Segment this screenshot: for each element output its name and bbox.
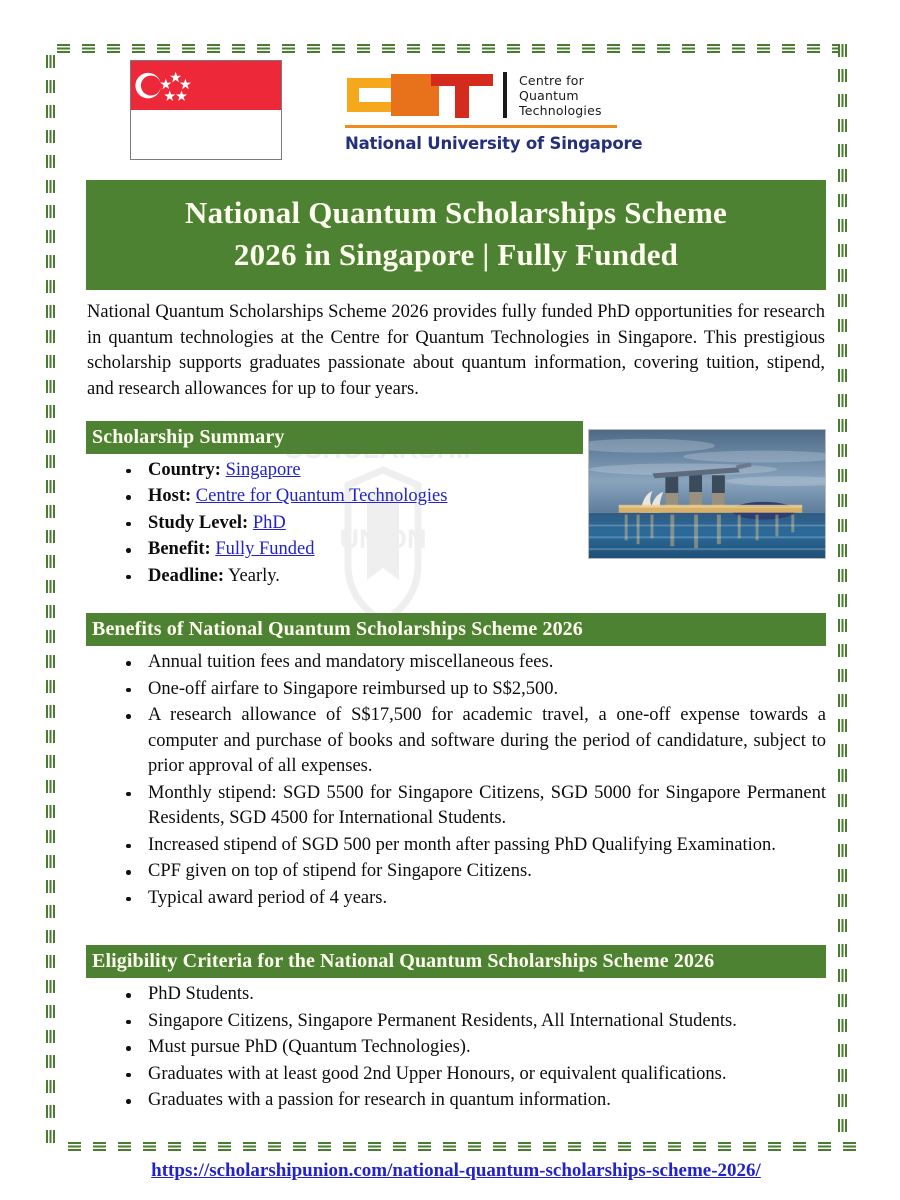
border-segment xyxy=(46,330,55,343)
border-segment xyxy=(46,680,55,693)
border-segment xyxy=(82,44,95,53)
border-segment xyxy=(838,494,847,507)
border-segment xyxy=(46,905,55,918)
border-segment xyxy=(838,894,847,907)
border-segment xyxy=(46,55,55,68)
border-segment xyxy=(838,1119,847,1132)
summary-value-link[interactable]: PhD xyxy=(252,512,286,533)
section-heading-benefits: Benefits of National Quantum Scholarships Scheme 2026 xyxy=(86,613,826,646)
border-segment xyxy=(838,144,847,157)
border-segment xyxy=(557,44,570,53)
summary-label: Country: xyxy=(148,459,221,480)
cqt-logo-block xyxy=(345,60,642,153)
decorative-border-top xyxy=(57,44,847,53)
border-segment xyxy=(46,580,55,593)
border-segment xyxy=(838,544,847,557)
border-segment xyxy=(46,1080,55,1093)
border-segment xyxy=(838,794,847,807)
border-segment xyxy=(707,44,720,53)
border-segment xyxy=(657,44,670,53)
cqt-tagline-line3: Technologies xyxy=(519,102,602,118)
border-segment xyxy=(46,305,55,318)
border-segment xyxy=(46,755,55,768)
border-segment xyxy=(307,44,320,53)
border-segment xyxy=(46,80,55,93)
border-segment xyxy=(838,344,847,357)
border-segment xyxy=(46,405,55,418)
border-segment xyxy=(46,880,55,893)
border-segment xyxy=(532,44,545,53)
border-segment xyxy=(607,44,620,53)
border-segment xyxy=(838,169,847,182)
border-segment xyxy=(838,469,847,482)
border-segment xyxy=(46,380,55,393)
border-segment xyxy=(807,44,820,53)
benefits-section xyxy=(86,613,826,911)
border-segment xyxy=(838,1019,847,1032)
border-segment xyxy=(838,394,847,407)
border-segment xyxy=(632,44,645,53)
border-segment xyxy=(68,1142,81,1151)
border-segment xyxy=(232,44,245,53)
border-segment xyxy=(838,69,847,82)
border-segment xyxy=(838,869,847,882)
border-segment xyxy=(46,505,55,518)
list-item: Graduates with at least good 2nd Upper Honours, or equivalent qualifications. xyxy=(148,1062,826,1088)
border-segment xyxy=(157,44,170,53)
summary-label: Host: xyxy=(148,486,192,506)
border-segment xyxy=(838,1069,847,1082)
border-segment xyxy=(282,44,295,53)
summary-value-link[interactable]: Fully Funded xyxy=(215,539,315,559)
list-item: Singapore Citizens, Singapore Permanent Residents, All International Students. xyxy=(148,1009,826,1035)
section-heading-summary: Scholarship Summary xyxy=(86,421,583,454)
border-segment xyxy=(838,919,847,932)
list-item xyxy=(148,458,826,484)
list-item: Must pursue PhD (Quantum Technologies). xyxy=(148,1035,826,1061)
border-segment xyxy=(46,1055,55,1068)
border-segment xyxy=(132,44,145,53)
border-segment xyxy=(838,219,847,232)
border-segment xyxy=(838,594,847,607)
cqt-tagline-line1: Centre for xyxy=(519,72,584,88)
border-segment xyxy=(838,994,847,1007)
border-segment xyxy=(46,155,55,168)
border-segment xyxy=(46,605,55,618)
border-segment xyxy=(107,44,120,53)
decorative-border-left xyxy=(46,55,55,1145)
border-segment xyxy=(782,44,795,53)
list-item xyxy=(148,564,826,590)
border-segment xyxy=(46,1105,55,1118)
border-segment xyxy=(46,830,55,843)
border-segment xyxy=(838,519,847,532)
eligibility-list xyxy=(86,982,826,1114)
singapore-flag-icon xyxy=(130,60,282,160)
summary-label: Deadline: xyxy=(148,565,225,586)
border-segment xyxy=(46,655,55,668)
border-segment xyxy=(46,430,55,443)
summary-label: Benefit: xyxy=(148,539,211,559)
summary-value-link[interactable]: Centre for Quantum Technologies xyxy=(195,486,448,506)
list-item: Graduates with a passion for research in quantum information. xyxy=(148,1088,826,1114)
list-item: CPF given on top of stipend for Singapore Citizens. xyxy=(148,859,826,885)
border-segment xyxy=(732,44,745,53)
watermark-line2: UNION xyxy=(339,524,427,554)
border-segment xyxy=(838,419,847,432)
border-segment xyxy=(838,744,847,757)
border-segment xyxy=(838,769,847,782)
header-logos xyxy=(86,60,826,172)
section-heading-eligibility: Eligibility Criteria for the National Quantum Scholarships Scheme 2026 xyxy=(86,945,826,978)
border-segment xyxy=(838,819,847,832)
border-segment xyxy=(838,294,847,307)
border-segment xyxy=(46,355,55,368)
list-item: PhD Students. xyxy=(148,982,826,1008)
border-segment xyxy=(838,719,847,732)
border-segment xyxy=(46,255,55,268)
document-content xyxy=(86,60,826,1182)
border-segment xyxy=(507,44,520,53)
border-segment xyxy=(46,1130,55,1143)
border-segment xyxy=(46,855,55,868)
border-segment xyxy=(838,119,847,132)
border-segment xyxy=(46,180,55,193)
list-item xyxy=(148,511,826,537)
border-segment xyxy=(838,1094,847,1107)
cqt-logo-divider xyxy=(503,72,507,118)
border-segment xyxy=(46,980,55,993)
border-segment xyxy=(46,230,55,243)
border-segment xyxy=(46,705,55,718)
cqt-tagline xyxy=(519,73,602,118)
source-url xyxy=(86,1160,826,1182)
border-segment xyxy=(57,44,70,53)
list-item: Annual tuition fees and mandatory miscellaneous fees. xyxy=(148,650,826,676)
border-segment xyxy=(46,630,55,643)
cqt-orange-rule xyxy=(345,125,617,128)
border-segment xyxy=(46,105,55,118)
border-segment xyxy=(838,644,847,657)
border-segment xyxy=(838,269,847,282)
border-segment xyxy=(46,1030,55,1043)
list-item xyxy=(148,484,826,510)
decorative-border-right xyxy=(838,44,847,1134)
scholarship-summary-section xyxy=(86,421,826,590)
border-segment xyxy=(332,44,345,53)
border-segment xyxy=(838,619,847,632)
border-segment xyxy=(46,730,55,743)
border-segment xyxy=(838,944,847,957)
border-segment xyxy=(46,930,55,943)
border-segment xyxy=(207,44,220,53)
border-segment xyxy=(46,1005,55,1018)
border-segment xyxy=(46,780,55,793)
border-segment xyxy=(46,280,55,293)
list-item: One-off airfare to Singapore reimbursed up to S$2,500. xyxy=(148,677,826,703)
border-segment xyxy=(838,369,847,382)
border-segment xyxy=(46,130,55,143)
border-segment xyxy=(838,694,847,707)
source-url-link[interactable]: https://scholarshipunion.com/national-quantum-scholarships-scheme-2026/ xyxy=(151,1159,761,1181)
border-segment xyxy=(46,530,55,543)
border-segment xyxy=(46,555,55,568)
border-segment xyxy=(382,44,395,53)
border-segment xyxy=(407,44,420,53)
border-segment xyxy=(46,205,55,218)
benefits-list xyxy=(86,650,826,911)
border-segment xyxy=(46,455,55,468)
border-segment xyxy=(838,94,847,107)
border-segment xyxy=(838,194,847,207)
list-item: Monthly stipend: SGD 5500 for Singapore Citizens, SGD 5000 for Singapore Permanent Residents, SGD 4500 for International Students. xyxy=(148,781,826,832)
border-segment xyxy=(457,44,470,53)
border-segment xyxy=(682,44,695,53)
border-segment xyxy=(582,44,595,53)
border-segment xyxy=(482,44,495,53)
page-title-line2: 2026 in Singapore | Fully Funded xyxy=(233,237,679,272)
list-item xyxy=(148,537,826,563)
border-segment xyxy=(838,244,847,257)
cqt-tagline-line2: Quantum xyxy=(519,87,579,103)
list-item: Typical award period of 4 years. xyxy=(148,886,826,912)
eligibility-section xyxy=(86,945,826,1114)
cqt-wordmark-icon xyxy=(345,72,497,118)
border-segment xyxy=(357,44,370,53)
border-segment xyxy=(838,1044,847,1057)
list-item: Increased stipend of SGD 500 per month after passing PhD Qualifying Examination. xyxy=(148,833,826,859)
border-segment xyxy=(838,569,847,582)
border-segment xyxy=(838,669,847,682)
border-segment xyxy=(432,44,445,53)
border-segment xyxy=(838,444,847,457)
border-segment xyxy=(46,805,55,818)
border-segment xyxy=(257,44,270,53)
border-segment xyxy=(843,1142,856,1151)
summary-value: Yearly. xyxy=(228,565,280,586)
border-segment xyxy=(757,44,770,53)
page-title-line1: National Quantum Scholarships Scheme xyxy=(184,195,728,230)
list-item: A research allowance of S$17,500 for academic travel, a one-off expense towards a computer and purchase of books and software during the period of candidature, subject to prior approval of all expenses. xyxy=(148,703,826,780)
border-segment xyxy=(46,955,55,968)
border-segment xyxy=(46,480,55,493)
summary-label: Study Level: xyxy=(148,512,249,533)
border-segment xyxy=(182,44,195,53)
intro-paragraph: National Quantum Scholarships Scheme 2026 provides fully funded PhD opportunities for research in quantum technologies at the Centre for Quantum Technologies in Singapore. This prestigious scholarship supports graduates passionate about quantum information, covering tuition, stipend, and research allowances for up to four years. xyxy=(87,302,825,399)
border-segment xyxy=(838,319,847,332)
summary-list xyxy=(86,458,826,590)
page-title xyxy=(86,180,826,290)
border-segment xyxy=(838,44,847,57)
nus-label: National University of Singapore xyxy=(345,134,643,153)
border-segment xyxy=(838,844,847,857)
summary-value-link[interactable]: Singapore xyxy=(225,459,301,480)
border-segment xyxy=(838,969,847,982)
